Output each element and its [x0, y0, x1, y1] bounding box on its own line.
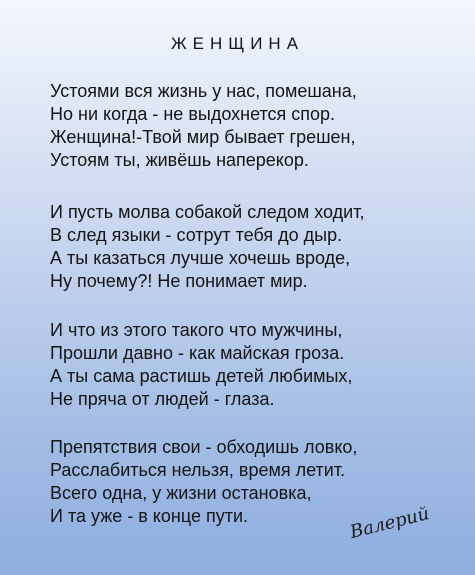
poem-line: И что из этого такого что мужчины,: [50, 320, 343, 340]
stanza-4: [50, 436, 357, 528]
poem-line: Препятствия свои - обходишь ловко,: [50, 437, 358, 457]
poem-line: Устоям ты, живёшь наперекор.: [50, 150, 309, 170]
poem-line: Не пряча от людей - глаза.: [50, 389, 275, 409]
poem-line: Расслабиться нельзя, время летит.: [50, 460, 346, 480]
poem-line: И пусть молва собакой следом ходит,: [50, 202, 365, 222]
poem-line: Но ни когда - не выдохнется спор.: [50, 104, 336, 124]
poem-line: А ты сама растишь детей любимых,: [50, 366, 353, 386]
poem-line: Устоями вся жизнь у нас, помешана,: [50, 81, 357, 101]
poem-line: В след языки - сотрут тебя до дыр.: [50, 225, 343, 245]
poem-line: И та уже - в конце пути.: [50, 506, 248, 526]
stanza-3: [50, 319, 352, 411]
poem-line: Прошли давно - как майская гроза.: [50, 343, 345, 363]
poem-line: Всего одна, у жизни остановка,: [50, 483, 312, 503]
poem-line: А ты казаться лучше хочешь вроде,: [50, 248, 351, 268]
poem-line: Женщина!-Твой мир бывает грешен,: [50, 127, 356, 147]
stanza-1: [50, 80, 357, 172]
author-signature: Валерий: [347, 503, 432, 543]
poem-title: ЖЕНЩИНА: [170, 34, 305, 53]
poem-line: Ну почему?! Не понимает мир.: [50, 271, 308, 291]
stanza-2: [50, 201, 364, 293]
